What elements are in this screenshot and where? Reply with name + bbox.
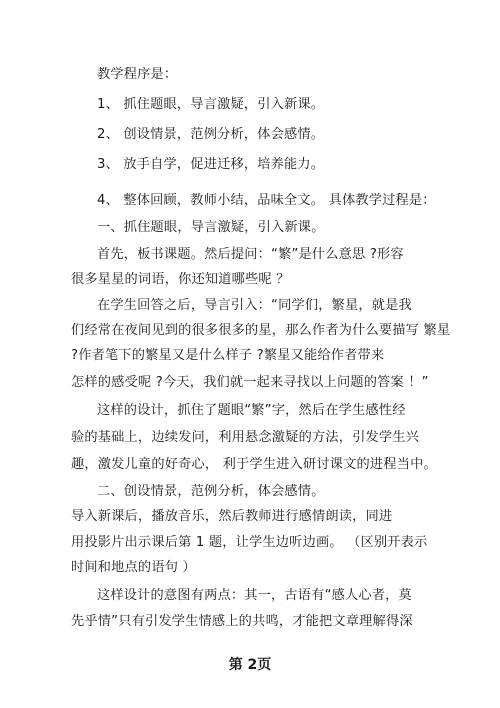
text-line: 二、创设情景，范例分析，体会感情。 (97, 484, 325, 499)
text-line: 1、 抓住题眼，导言激疑，引入新课。 (97, 97, 325, 112)
text-line: 先乎情”只有引发学生情感上的共鸣，才能把文章理解得深 (71, 614, 413, 629)
text-line: 用投影片出示课后第 1 题，让学生边听边画。 （区别开表示 (71, 535, 428, 550)
text-line: 4、 整体回顾，教师小结，品味全文。 具体教学过程是： (97, 193, 436, 208)
text-line: 一、抓住题眼，导言激疑，引入新课。 (97, 220, 325, 235)
text-line: 时间和地点的语句 ） (71, 560, 196, 575)
text-line: 2、 创设情景，范例分析，体会感情。 (97, 127, 325, 142)
text-line: 在学生回答之后，导言引入：“同学们，繁星，就是我 (97, 298, 412, 313)
text-line: 这样的设计，抓住了题眼“繁”字，然后在学生感性经 (97, 403, 406, 418)
text-line: 导入新课后，播放音乐，然后教师进行感情朗读，同进 (71, 509, 393, 524)
page-number: 第 2页 (228, 657, 272, 673)
text-line: 怎样的感受呢 ?今天，我们就一起来寻找以上问题的答案 ！” (71, 375, 429, 390)
text-line: ?作者笔下的繁星又是什么样子 ?繁星又能给作者带来 (71, 348, 385, 363)
text-line: 趣，激发儿童的好奇心， 利于学生进入研讨课文的进程当中。 (71, 457, 437, 472)
text-line: 3、 放手自学，促进迁移，培养能力。 (97, 157, 325, 172)
text-line: 们经常在夜间见到的很多很多的星，那么作者为什么要描写 繁星 (71, 323, 451, 338)
text-line: 教学程序是： (97, 67, 178, 82)
text-line: 很多星星的词语，你还知道哪些呢 ？ (71, 272, 290, 287)
text-line: 验的基础上，边续发问，利用悬念激疑的方法，引发学生兴 (71, 430, 420, 445)
text-line: 首先，板书课题。然后提问：“繁”是什么意思 ?形容 (97, 247, 404, 262)
text-line: 这样设计的意图有两点：其一，古语有“感人心者，莫 (97, 588, 412, 603)
